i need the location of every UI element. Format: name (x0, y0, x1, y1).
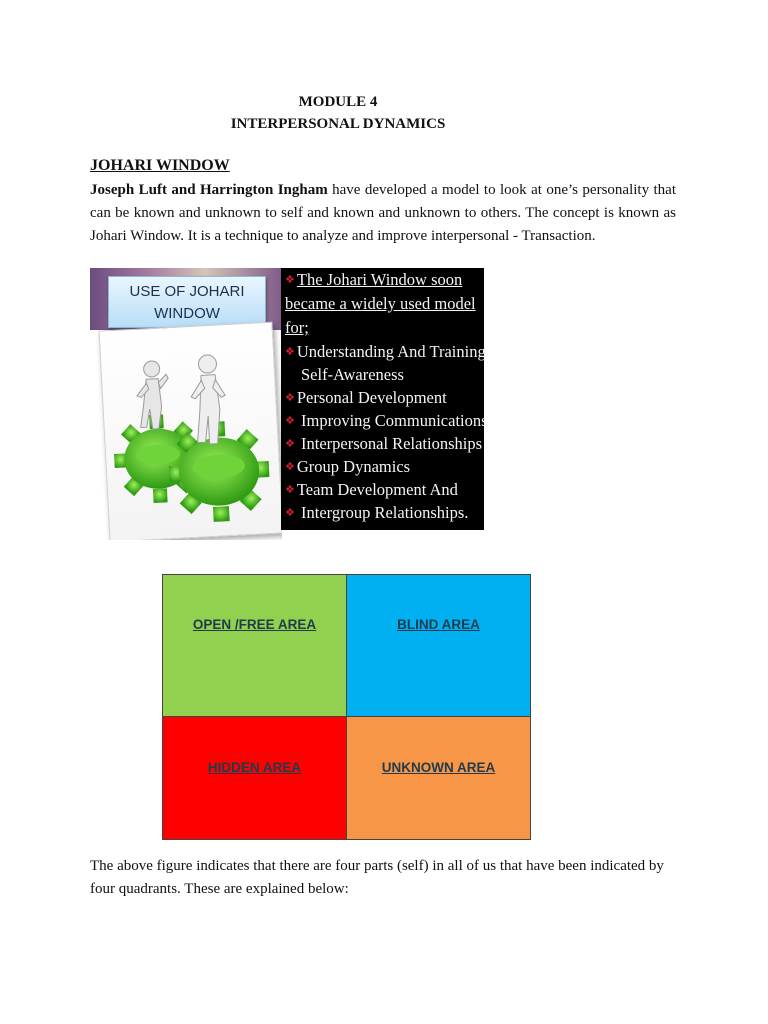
authors: Joseph Luft and Harrington Ingham (90, 182, 328, 198)
quadrant-unknown (347, 717, 530, 839)
diamond-bullet-icon: ❖ (285, 415, 295, 427)
use-item: ❖ Intergroup Relationships. (285, 503, 469, 522)
use-item: ❖ Team Development And (285, 480, 458, 499)
banner-line-2: WINDOW (154, 305, 220, 322)
uses-heading-line-2: became a widely used model (285, 294, 476, 313)
gears-figures-illustration-icon (100, 323, 282, 540)
quadrant-label: BLIND AREA (397, 617, 480, 632)
uses-heading-line-3: for; (285, 318, 309, 337)
gears-illustration-card (99, 322, 282, 540)
section-heading: JOHARI WINDOW (90, 157, 230, 174)
use-of-johari-banner (108, 276, 266, 328)
diamond-bullet-icon: ❖ (285, 507, 295, 519)
closing-paragraph: The above figure indicates that there are four parts (self) in all of us that have been indicated by four quadrants. These are explained below: (90, 858, 664, 897)
quadrant-blind (347, 575, 530, 717)
diamond-bullet-icon: ❖ (285, 461, 295, 473)
johari-window-grid (162, 574, 531, 840)
diamond-bullet-icon: ❖ (285, 438, 295, 450)
johari-use-image (90, 268, 282, 540)
diamond-bullet-icon: ❖ (285, 274, 295, 286)
quadrant-hidden (163, 717, 347, 839)
use-item: Self-Awareness (301, 365, 404, 384)
johari-uses-box (281, 268, 488, 530)
uses-heading-line-1: ❖ The Johari Window soon (285, 270, 463, 289)
intro-paragraph (90, 179, 676, 248)
quadrant-label: HIDDEN AREA (207, 759, 302, 775)
quadrant-label: OPEN /FREE AREA (192, 617, 317, 632)
diamond-bullet-icon: ❖ (285, 392, 295, 404)
module-title: MODULE 4 (298, 94, 378, 110)
diamond-bullet-icon: ❖ (285, 484, 295, 496)
use-item: ❖ Understanding And Training (285, 342, 486, 361)
subject-title: INTERPERSONAL DYNAMICS (230, 116, 446, 132)
quadrant-open-free (163, 575, 347, 717)
diamond-bullet-icon: ❖ (285, 346, 295, 358)
use-item: ❖ Improving Communications (285, 411, 488, 430)
intro-text: have developed a model to look at one’s personality that can be known and unknown to self and known and unknown to others. The concept is known as Johari Window. It is a technique to analyze and improve interpersonal - Transaction. (90, 182, 676, 244)
use-item: ❖ Group Dynamics (285, 457, 411, 476)
banner-line-1: USE OF JOHARI (129, 283, 245, 300)
use-item: ❖ Interpersonal Relationships (285, 434, 483, 453)
quadrant-label: UNKNOWN AREA (381, 759, 496, 775)
use-item: ❖ Personal Development (285, 388, 447, 407)
